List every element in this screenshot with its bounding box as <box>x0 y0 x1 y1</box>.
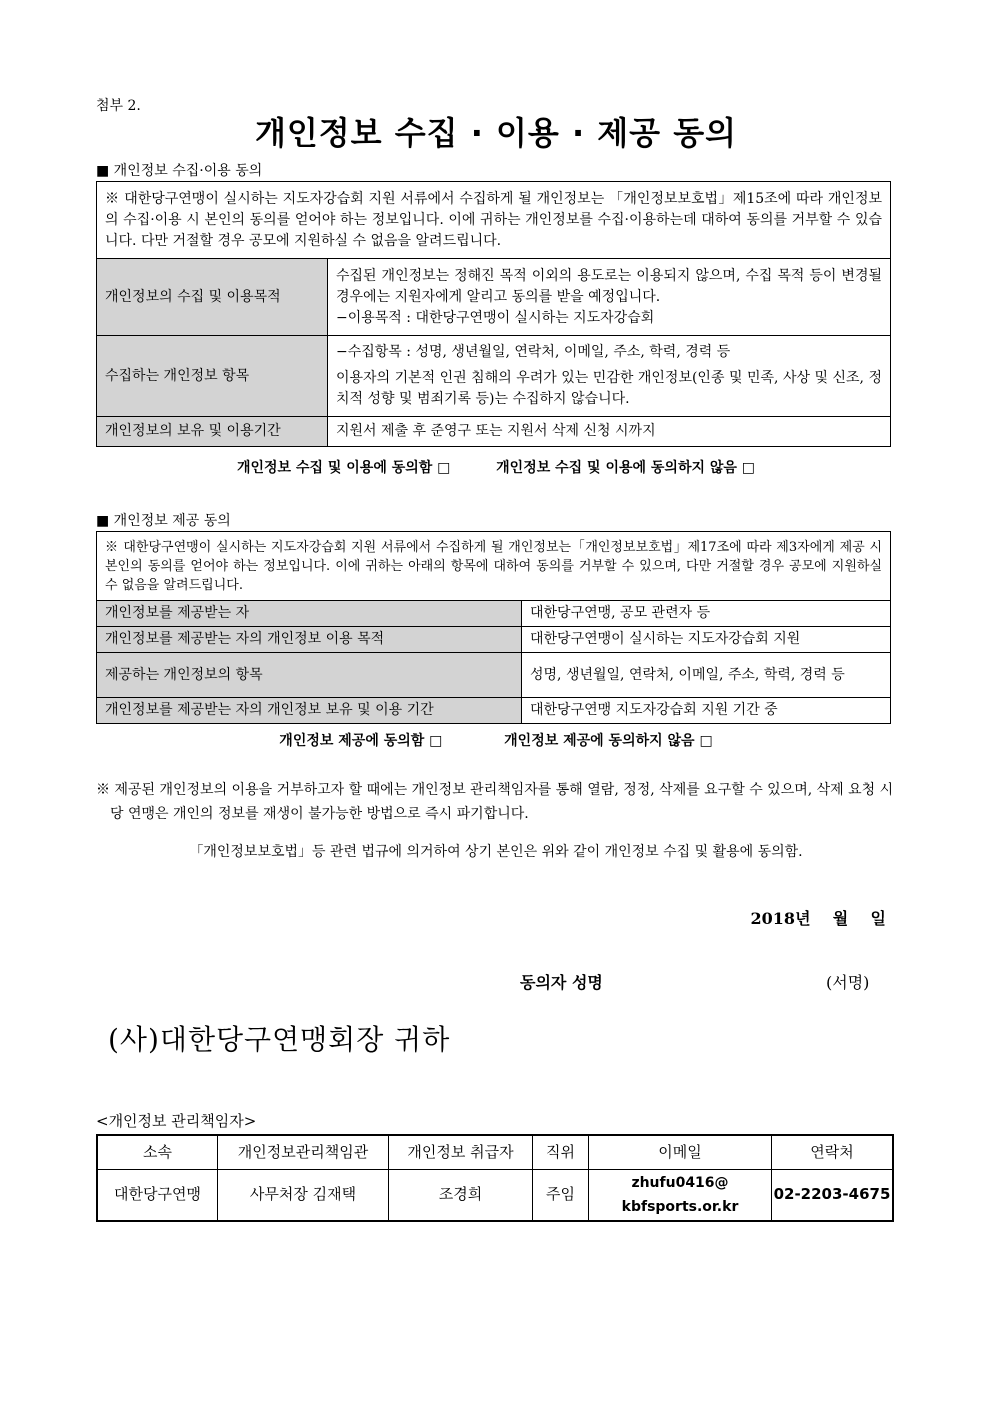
note-text: ※ 제공된 개인정보의 이용을 거부하고자 할 때에는 개인정보 관리책임자를 통해 열람, 정정, 삭제를 요구할 수 있으며, 삭제 요청 시 당 연맹은 개인의 정보를 재생이 불가능한 방법으로 즉시 파기합니다. <box>96 782 894 822</box>
table-row <box>97 698 891 724</box>
section2-notice: ※ 대한당구연맹이 실시하는 지도자강습회 지원 서류에서 수집하게 될 개인정보는「개인정보보호법」제17조에 따라 제3자에게 제공 시 본인의 동의를 얻어야 하는 정보입니다. 이에 귀하는 아래의 항목에 대하여 동의를 거부할 수 있으며, 다만 거절할 경우 공모에 지원하실 수 없음을 알려드립니다. <box>97 532 891 601</box>
row-value <box>328 336 891 417</box>
sign-mark[interactable]: (서명) <box>826 973 870 992</box>
addressee: (사)대한당구연맹회장 귀하 <box>108 1023 451 1056</box>
signer-label: 동의자 성명 <box>520 973 603 992</box>
header-cell: 소속 <box>97 1135 218 1169</box>
agree-checkbox[interactable]: 개인정보 제공에 동의함 □ <box>279 733 443 749</box>
section2-heading: ■ 개인정보 제공 동의 <box>96 513 231 529</box>
phone-cell: 02-2203-4675 <box>772 1169 894 1221</box>
table-row <box>97 601 891 627</box>
row-label: 개인정보를 제공받는 자의 개인정보 보유 및 이용 기간 <box>97 698 522 724</box>
table-row <box>97 259 891 336</box>
row-text: −수집항목 : 성명, 생년월일, 연락처, 이메일, 주소, 학력, 경력 등 <box>336 344 731 360</box>
row-value: 성명, 생년월일, 연락처, 이메일, 주소, 학력, 경력 등 <box>522 653 891 698</box>
header-cell: 이메일 <box>589 1135 772 1169</box>
attachment-label: 첨부 2. <box>96 98 141 114</box>
email-line: zhufu0416@ <box>631 1174 729 1191</box>
email-line: kbfsports.or.kr <box>621 1198 739 1215</box>
header-cell: 개인정보관리책임관 <box>218 1135 389 1169</box>
section2-table <box>96 531 891 724</box>
row-value: 지원서 제출 후 준영구 또는 지원서 삭제 신청 시까지 <box>328 417 891 447</box>
row-text: 수집된 개인정보는 정해진 목적 이외의 용도로는 이용되지 않으며, 수집 목적 등이 변경될 경우에는 지원자에게 알리고 동의를 받을 예정입니다. <box>336 267 882 305</box>
manager-caption: <개인정보 관리책임자> <box>96 1112 257 1130</box>
header-cell: 직위 <box>533 1135 589 1169</box>
page-title: 개인정보 수집 · 이용 · 제공 동의 <box>254 114 738 152</box>
row-value: 대한당구연맹, 공모 관련자 등 <box>522 601 891 627</box>
section1-notice: ※ 대한당구연맹이 실시하는 지도자강습회 지원 서류에서 수집하게 될 개인정보는 「개인정보보호법」제15조에 따라 개인정보의 수집·이용 시 본인의 동의를 얻어야 하는 정보입니다. 이에 귀하는 개인정보를 수집·이용하는데 대하여 동의를 거부할 수 있습니다. 다만 거절할 경우 공모에 지원하실 수 없음을 알려드립니다. <box>97 182 891 259</box>
handler-cell: 조경희 <box>389 1169 533 1221</box>
table-row <box>97 417 891 447</box>
row-value: 대한당구연맹이 실시하는 지도자강습회 지원 <box>522 627 891 653</box>
email-cell[interactable] <box>589 1169 772 1221</box>
row-label: 개인정보를 제공받는 자 <box>97 601 522 627</box>
date-line: 2018년 월 일 <box>750 909 886 928</box>
officer-cell: 사무처장 김재택 <box>218 1169 389 1221</box>
disagree-checkbox[interactable]: 개인정보 수집 및 이용에 동의하지 않음 □ <box>496 460 756 476</box>
header-cell: 개인정보 취급자 <box>389 1135 533 1169</box>
section1-notice-row <box>97 182 891 259</box>
row-value: 대한당구연맹 지도자강습회 지원 기간 중 <box>522 698 891 724</box>
table-row <box>97 336 891 417</box>
table-row <box>97 627 891 653</box>
section1-heading: ■ 개인정보 수집·이용 동의 <box>96 163 263 179</box>
org-cell: 대한당구연맹 <box>97 1169 218 1221</box>
agree-checkbox[interactable]: 개인정보 수집 및 이용에 동의함 □ <box>236 460 451 476</box>
table-row <box>97 653 891 698</box>
header-cell: 연락처 <box>772 1135 894 1169</box>
row-label: 개인정보를 제공받는 자의 개인정보 이용 목적 <box>97 627 522 653</box>
row-label: 개인정보의 수집 및 이용목적 <box>97 259 328 336</box>
position-cell: 주임 <box>533 1169 589 1221</box>
row-value <box>328 259 891 336</box>
section2-notice-row <box>97 532 891 601</box>
section2-consent <box>96 730 896 750</box>
section1-table <box>96 181 891 447</box>
row-label: 수집하는 개인정보 항목 <box>97 336 328 417</box>
row-label: 개인정보의 보유 및 이용기간 <box>97 417 328 447</box>
section1-consent <box>96 457 896 477</box>
row-text: −이용목적 : 대한당구연맹이 실시하는 지도자강습회 <box>336 309 655 326</box>
disagree-checkbox[interactable]: 개인정보 제공에 동의하지 않음 □ <box>504 733 713 749</box>
table-row <box>97 1169 893 1221</box>
row-label: 제공하는 개인정보의 항목 <box>97 653 522 698</box>
table-header-row <box>97 1135 893 1169</box>
manager-table <box>96 1134 894 1222</box>
statement-text: 「개인정보보호법」등 관련 법규에 의거하여 상기 본인은 위와 같이 개인정보 수집 및 활용에 동의함. <box>189 844 803 860</box>
row-text: 이용자의 기본적 인권 침해의 우려가 있는 민감한 개인정보(인종 및 민족, 사상 및 신조, 정치적 성향 및 범죄기록 등)는 수집하지 않습니다. <box>336 370 882 407</box>
